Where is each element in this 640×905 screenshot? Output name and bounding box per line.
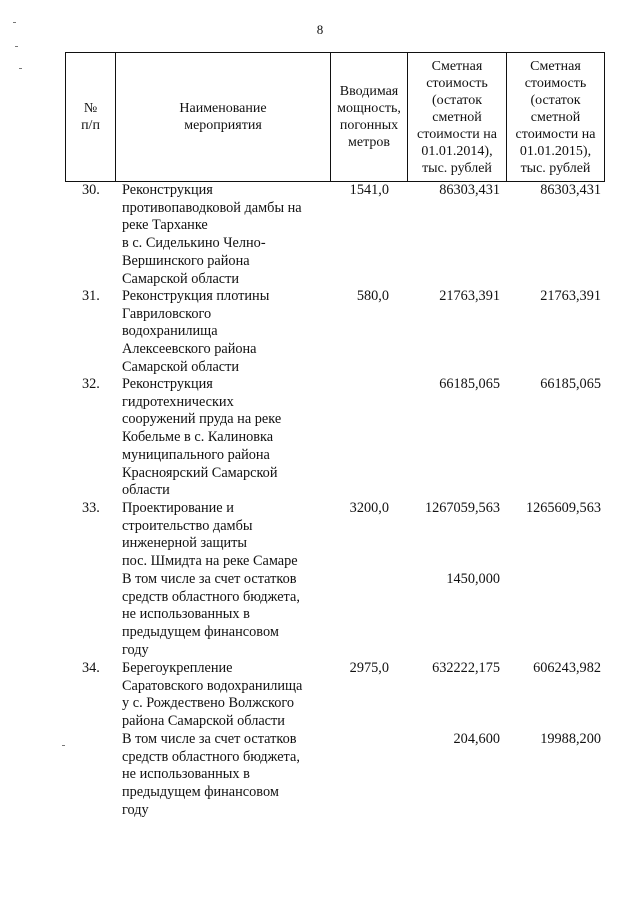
row-cost-2014: 21763,391 [439,288,500,304]
subrow-cost-2015: 19988,200 [540,731,601,747]
page-number: 8 [316,22,324,37]
row-number: 32. [82,376,100,392]
row-name: Реконструкция плотины Гавриловского водохранилища Алексеевского района Самарской области [122,288,270,375]
row-name: Берегоукрепление Саратовского водохранилища у с. Рождествено Волжского района Самарской области [122,660,303,730]
row-cost-2014: 66185,065 [439,376,500,392]
scan-mark [13,22,16,23]
row-power: 1541,0 [349,182,389,198]
row-cost-2015: 21763,391 [540,288,601,304]
row-name: Реконструкция противопаводковой дамбы на реке Тарханке в с. Сиделькино Челно- Вершинского района Самарской области [122,182,302,287]
header-cost-2014: Сметная стоимость (остаток сметной стоимости на 01.01.2014), тыс. рублей [417,58,497,176]
scan-mark [62,745,65,746]
row-cost-2015: 606243,982 [533,660,601,676]
subrow-name: В том числе за счет остатков средств областного бюджета, не использованных в предыдущем финансовом году [122,731,300,818]
row-name: Реконструкция гидротехнических сооружений пруда на реке Кобельме в с. Калиновка муниципального района Красноярский Самарской области [122,376,282,499]
header-divider [604,52,605,182]
header-num: № п/п [81,101,100,133]
table-header [65,52,605,182]
row-cost-2014: 86303,431 [439,182,500,198]
subrow-cost-2014: 204,600 [453,731,500,747]
row-number: 33. [82,500,100,516]
row-name: Проектирование и строительство дамбы инженерной защиты пос. Шмидта на реке Самаре [122,500,298,570]
row-power: 2975,0 [349,660,389,676]
row-power: 580,0 [356,288,389,304]
row-power: 3200,0 [349,500,389,516]
row-cost-2014: 632222,175 [432,660,500,676]
header-power: Вводимая мощность, погонных метров [337,84,401,150]
row-cost-2015: 1265609,563 [525,500,601,516]
scan-mark [15,46,18,47]
row-cost-2015: 66185,065 [540,376,601,392]
row-cost-2015: 86303,431 [540,182,601,198]
scan-mark [19,68,22,69]
row-number: 30. [82,182,100,198]
row-cost-2014: 1267059,563 [424,500,500,516]
header-cost-2015: Сметная стоимость (остаток сметной стоимости на 01.01.2015), тыс. рублей [515,58,596,176]
subrow-cost-2014: 1450,000 [446,571,500,587]
row-number: 34. [82,660,100,676]
header-name: Наименование мероприятия [179,101,267,133]
row-number: 31. [82,288,100,304]
subrow-name: В том числе за счет остатков средств областного бюджета, не использованных в предыдущем финансовом году [122,571,300,658]
